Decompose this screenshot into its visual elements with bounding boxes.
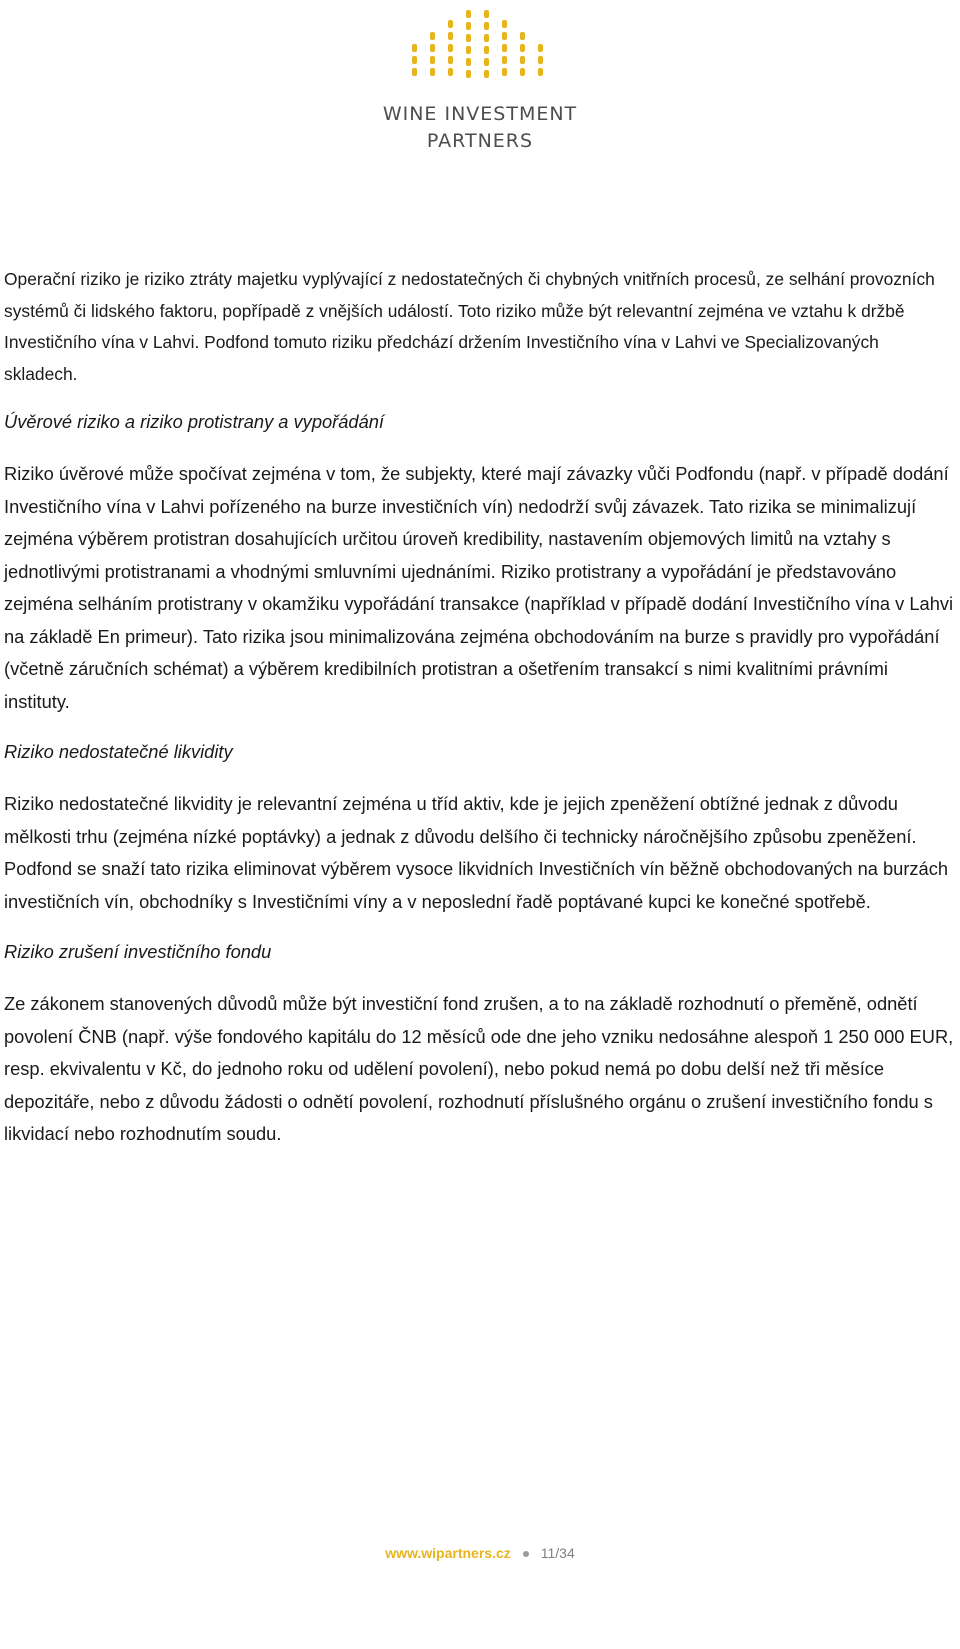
logo-dot bbox=[520, 56, 525, 64]
logo-dot bbox=[448, 32, 453, 40]
logo-dot bbox=[466, 10, 471, 18]
logo-dot bbox=[448, 44, 453, 52]
logo-dot bbox=[466, 22, 471, 30]
logo-dot bbox=[484, 10, 489, 18]
page-footer bbox=[0, 1545, 960, 1561]
section-paragraph: Ze zákonem stanovených důvodů může být investiční fond zrušen, a to na základě rozhodnutí o přeměně, odnětí povolení ČNB (např. výše fondového kapitálu do 12 měsíců ode dne jeho vzniku nedosáhne alespoň 1 250 000 EUR, resp. ekvivalentu v Kč, do jednoho roku od udělení povolení), nebo pokud nemá po dobu delší než tři měsíce depozitáře, nebo z důvodu žádosti o odnětí povolení, rozhodnutí příslušného orgánu o zrušení investičního fondu s likvidací nebo rozhodnutím soudu. bbox=[4, 993, 954, 1145]
logo-dot bbox=[538, 44, 543, 52]
logo-dot bbox=[430, 56, 435, 64]
logo-dot bbox=[538, 68, 543, 76]
section-heading: Úvěrové riziko a riziko protistrany a vypořádání bbox=[4, 411, 384, 433]
logo-dot bbox=[484, 58, 489, 66]
logo-mark-icon bbox=[400, 4, 560, 94]
logo-dot bbox=[502, 68, 507, 76]
logo-dot bbox=[484, 22, 489, 30]
section-paragraph: Riziko nedostatečné likvidity je relevantní zejména u tříd aktiv, kde je jejich zpeněžení obtížné jednak z důvodu mělkosti trhu (zejména nízké poptávky) a jednak z důvodu delšího či technicky náročnějšího způsobu zpeněžení. Podfond se snaží tato rizika eliminovat výběrem vysoce likvidních Investičních vín běžně obchodovaných na burzách investičních vín, obchodníky s Investičními víny a v neposlední řadě poptávané kupci ke konečné spotřebě. bbox=[4, 793, 949, 912]
logo-dot bbox=[484, 34, 489, 42]
intro-paragraph: Operační riziko je riziko ztráty majetku vyplývající z nedostatečných či chybných vnitřních procesů, ze selhání provozních systémů či lidského faktoru, popřípadě z vnějších událostí. Toto riziko může být relevantní zejména ve vztahu k držbě Investičního vína v Lahvi. Podfond tomuto riziku předchází držením Investičního vína v Lahvi ve Specializovaných skladech. bbox=[4, 269, 935, 384]
section-liquidity-risk bbox=[4, 736, 954, 918]
logo-dot bbox=[430, 32, 435, 40]
logo-dot bbox=[520, 44, 525, 52]
logo-dot bbox=[502, 44, 507, 52]
logo-dot bbox=[412, 56, 417, 64]
logo-dot bbox=[502, 20, 507, 28]
logo-dot bbox=[484, 46, 489, 54]
page-number: 11/34 bbox=[540, 1545, 575, 1561]
document-body bbox=[4, 264, 954, 1169]
footer-bullet-icon bbox=[523, 1551, 529, 1557]
logo-dot bbox=[520, 32, 525, 40]
logo-text-line1: WINE INVESTMENT bbox=[382, 103, 578, 125]
logo-text-line2: PARTNERS bbox=[426, 130, 534, 152]
logo-dot bbox=[466, 46, 471, 54]
company-logo bbox=[0, 0, 960, 160]
logo-dot bbox=[466, 58, 471, 66]
section-heading: Riziko nedostatečné likvidity bbox=[4, 741, 233, 763]
logo-dot bbox=[502, 56, 507, 64]
section-credit-risk bbox=[4, 406, 954, 718]
section-heading: Riziko zrušení investičního fondu bbox=[4, 941, 272, 963]
logo-dot bbox=[412, 44, 417, 52]
logo-dot bbox=[430, 44, 435, 52]
section-paragraph: Riziko úvěrové může spočívat zejména v tom, že subjekty, které mají závazky vůči Podfondu (např. v případě dodání Investičního vína v Lahvi pořízeného na burze investičních vín) nedodrží svůj závazek. Tato rizika se minimalizují zejména výběrem protistran dosahujících určitou úroveň kredibility, nastavením objemových limitů na vztahy s jednotlivými protistranami a vhodnými smluvními ujednáními. Riziko protistrany a vypořádání je představováno zejména selháním protistrany v okamžiku vypořádání transakce (například v případě dodání Investičního vína v Lahvi na základě En primeur). Tato rizika jsou minimalizována zejména obchodováním na burze s pravidly pro vypořádání (včetně záručních schémat) a výběrem kredibilních protistran a ošetřením transakcí s nimi kvalitními právními instituty. bbox=[4, 463, 954, 712]
logo-dot bbox=[430, 68, 435, 76]
logo-dot bbox=[448, 56, 453, 64]
logo-dot bbox=[466, 34, 471, 42]
logo-dot bbox=[484, 70, 489, 78]
logo-dot bbox=[520, 68, 525, 76]
logo-dot bbox=[466, 70, 471, 78]
logo-dot bbox=[448, 20, 453, 28]
footer-website-link[interactable]: www.wipartners.cz bbox=[385, 1545, 511, 1561]
section-fund-dissolution-risk bbox=[4, 936, 954, 1151]
logo-dot bbox=[502, 32, 507, 40]
logo-dot bbox=[448, 68, 453, 76]
logo-dot bbox=[538, 56, 543, 64]
logo-dot bbox=[412, 68, 417, 76]
